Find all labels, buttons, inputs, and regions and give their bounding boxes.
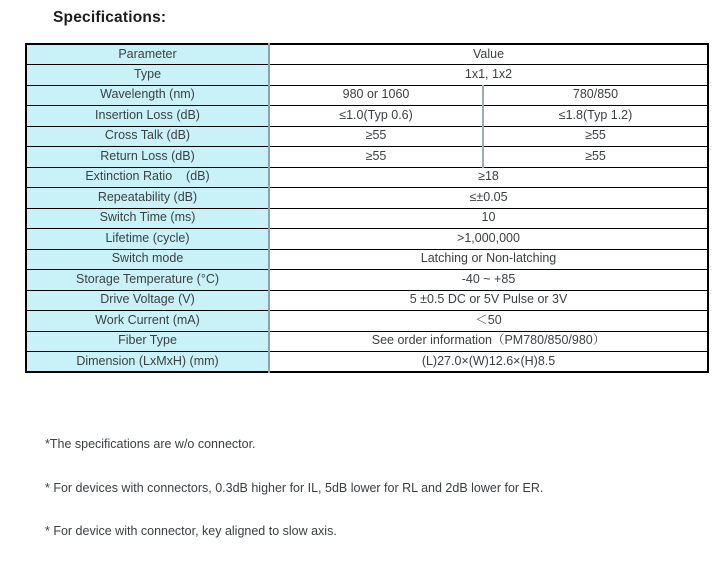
value-cell: ＜50	[269, 311, 708, 332]
value-cell: ≤±0.05	[269, 188, 708, 209]
footnote-line: *The specifications are w/o connector.	[45, 437, 256, 451]
param-cell: Fiber Type	[26, 331, 269, 352]
value-cell: 980 or 1060	[269, 85, 483, 106]
table-row-storage-temperature	[26, 270, 708, 291]
value-cell: ≥55	[269, 147, 483, 168]
param-cell: Switch Time (ms)	[26, 208, 269, 229]
table-row-lifetime	[26, 229, 708, 250]
footnotes	[45, 408, 543, 568]
table-row-fiber-type	[26, 331, 708, 352]
table-row-switch-time	[26, 208, 708, 229]
value-cell: (L)27.0×(W)12.6×(H)8.5	[269, 352, 708, 373]
table-row-extinction-ratio	[26, 167, 708, 188]
specifications-table	[25, 43, 709, 373]
param-cell: Storage Temperature (°C)	[26, 270, 269, 291]
value-cell: 1x1, 1x2	[269, 65, 708, 86]
value-cell: 5 ±0.5 DC or 5V Pulse or 3V	[269, 290, 708, 311]
page-title: Specifications:	[53, 9, 167, 26]
footnote-line: * For devices with connectors, 0.3dB higher for IL, 5dB lower for RL and 2dB lower for ER.	[45, 480, 544, 495]
table-row-type	[26, 65, 708, 86]
param-cell: Work Current (mA)	[26, 311, 269, 332]
param-cell: Lifetime (cycle)	[26, 229, 269, 250]
table-header-row	[26, 44, 708, 65]
param-cell: Insertion Loss (dB)	[26, 106, 269, 127]
value-cell: Latching or Non-latching	[269, 249, 708, 270]
table-row-drive-voltage	[26, 290, 708, 311]
header-value-cell: Value	[269, 44, 708, 65]
value-cell: ≤1.8(Typ 1.2)	[483, 106, 708, 127]
table-row-return-loss	[26, 147, 708, 168]
param-cell: Dimension (LxMxH) (mm)	[26, 352, 269, 373]
header-parameter-cell: Parameter	[26, 44, 269, 65]
value-cell: ≥18	[269, 167, 708, 188]
param-cell: Return Loss (dB)	[26, 147, 269, 168]
param-cell: Extinction Ratio (dB)	[26, 167, 269, 188]
footnote-line: * For device with connector, key aligned to slow axis.	[45, 524, 337, 538]
table-row-switch-mode	[26, 249, 708, 270]
param-cell: Drive Voltage (V)	[26, 290, 269, 311]
param-cell: Cross Talk (dB)	[26, 126, 269, 147]
table-row-insertion-loss	[26, 106, 708, 127]
value-cell: ≥55	[483, 147, 708, 168]
table-row-repeatability	[26, 188, 708, 209]
table-row-work-current	[26, 311, 708, 332]
table-row-cross-talk	[26, 126, 708, 147]
value-cell: -40 ~ +85	[269, 270, 708, 291]
value-cell: ≤1.0(Typ 0.6)	[269, 106, 483, 127]
value-cell: 10	[269, 208, 708, 229]
table-row-wavelength	[26, 85, 708, 106]
value-cell: See order information（PM780/850/980）	[269, 331, 708, 352]
value-cell: 780/850	[483, 85, 708, 106]
param-cell: Type	[26, 65, 269, 86]
value-cell: ≥55	[483, 126, 708, 147]
param-cell: Repeatability (dB)	[26, 188, 269, 209]
param-cell: Switch mode	[26, 249, 269, 270]
value-cell: >1,000,000	[269, 229, 708, 250]
param-cell: Wavelength (nm)	[26, 85, 269, 106]
value-cell: ≥55	[269, 126, 483, 147]
table-row-dimension	[26, 352, 708, 373]
